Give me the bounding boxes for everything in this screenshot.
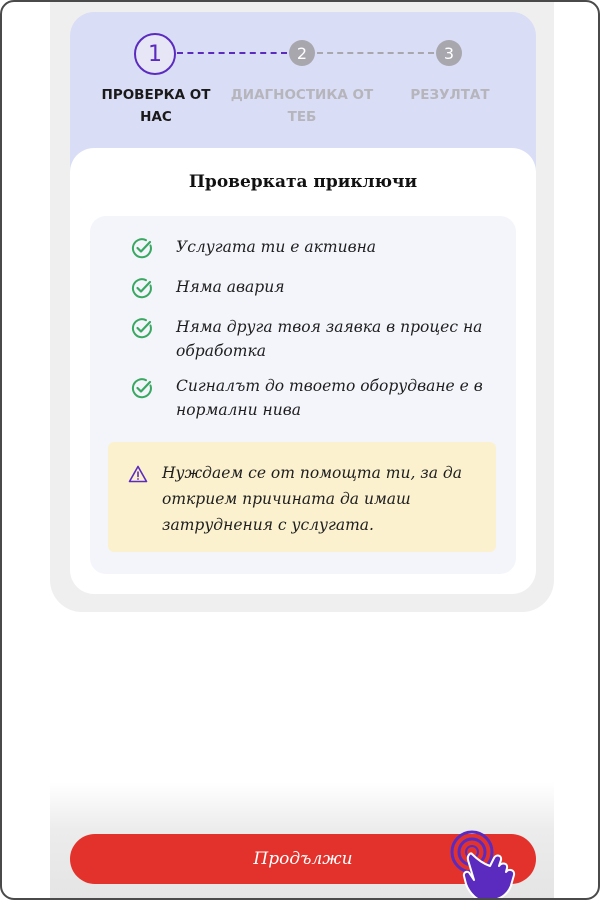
- check-item-3: Няма друга твоя заявка в процес на обработка: [176, 318, 483, 360]
- result-card: [70, 148, 536, 594]
- step-1-number: 1: [148, 41, 162, 67]
- check-circle-icon: [130, 316, 154, 340]
- step-2-label: ДИАГНОСТИКА ОТ ТЕБ: [230, 87, 374, 125]
- warning-triangle-icon: [128, 464, 148, 484]
- checks-panel: [90, 216, 516, 574]
- check-item-1: Услугата ти е активна: [176, 238, 377, 256]
- step-3-label: РЕЗУЛТАТ: [410, 87, 490, 103]
- notice-box: [108, 442, 496, 552]
- check-circle-icon: [130, 276, 154, 300]
- step-connector-1-2: [177, 52, 287, 54]
- step-3-indicator: [436, 40, 462, 66]
- check-item-2: Няма авария: [176, 278, 285, 296]
- tap-hand-icon: [438, 820, 538, 900]
- check-circle-icon: [130, 376, 154, 400]
- step-connector-2-3: [317, 52, 434, 54]
- card-title: Проверката приключи: [188, 172, 418, 192]
- notice-text: Нуждаем се от помощта ти, за да открием причината да имаш затруднения с услугата.: [162, 464, 462, 534]
- step-1-indicator: [134, 33, 176, 75]
- check-circle-icon: [130, 236, 154, 260]
- step-2-number: 2: [296, 43, 308, 63]
- step-3-number: 3: [443, 43, 455, 63]
- continue-button-label: Продължи: [253, 849, 353, 869]
- check-item-4: Сигналът до твоето оборудване е в нормални нива: [176, 377, 483, 419]
- step-2-indicator: [289, 40, 315, 66]
- step-1-label: ПРОВЕРКА ОТ НАС: [101, 87, 211, 125]
